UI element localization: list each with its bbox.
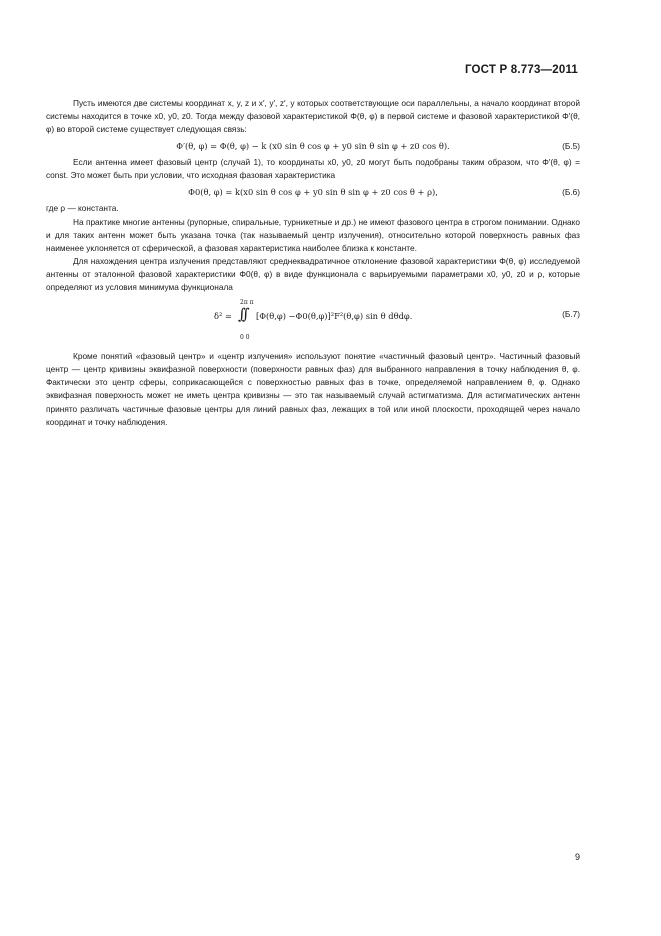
equation-b5-number: (Б.5) bbox=[562, 141, 580, 152]
equation-b6-expression: Φ0(θ, φ) = k(x0 sin θ cos φ + y0 sin θ sin φ + z0 cos θ + ρ), bbox=[188, 187, 438, 198]
paragraph-coordinate-systems: Пусть имеются две системы координат x, y, z и x′, y′, z′, у которых соответствующие оси параллельны, а начало координат второй системы находится в точке x0, y0, z0. Тогда между фазовой характеристикой Φ(θ, φ) в первой системе и фазовой характеристикой Φ′(θ, φ) во второй системе существует следующая связь: bbox=[46, 98, 580, 135]
paragraph-partial-phase-center: Кроме понятий «фазовый центр» и «центр излучения» используют понятие «частичный фазовый центр». Частичный фазовый центр — центр кривизны эквифазной поверхности (поверхности равных фаз) для выбранного направления в точку наблюдения θ, φ. Фактически это центр сферы, соприкасающейся с поверхностью равных фаз в точке, определяемой направлением θ, φ. Однако эквифазная поверхность может не иметь центра кривизны — это так называемый случай астигматизма. Для астигматических антенн принято различать частичные фазовые центры для линий равных фаз, лежащих в той или иной плоскости, проходящей через начало координат и точку наблюдения. bbox=[46, 351, 580, 427]
equation-b7-lhs: δ² = bbox=[214, 311, 232, 322]
document-body bbox=[46, 97, 580, 429]
document-standard-header: ГОСТ Р 8.773—2011 bbox=[464, 64, 578, 76]
page-number: 9 bbox=[574, 852, 580, 862]
equation-b5 bbox=[46, 136, 580, 156]
equation-b6 bbox=[46, 182, 580, 202]
equation-b6-number: (Б.6) bbox=[562, 187, 580, 198]
integral-sign-icon: ∫∫ bbox=[238, 305, 246, 324]
equation-b7-rhs: [Φ(θ,φ) −Φ0(θ,φ)]²F²(θ,φ) sin θ dθdφ. bbox=[256, 311, 413, 322]
equation-b7-lower-limits: 0 0 bbox=[240, 334, 250, 342]
equation-b7 bbox=[46, 296, 580, 342]
paragraph-rho-constant: где ρ — константа. bbox=[46, 203, 119, 214]
equation-b7-upper-limits: 2π π bbox=[240, 299, 254, 307]
paragraph-radiation-center: На практике многие антенны (рупорные, спиральные, турникетные и др.) не имеют фазового центра в строгом понимании. Однако и для таких антенн может быть указана точка (так называемый центр излучения), относительно которой поверхность равных фаз наименее уклоняется от сферической, а фазовая характеристика наиболее близка к константе. bbox=[46, 216, 580, 253]
equation-b7-number: (Б.7) bbox=[562, 309, 580, 320]
paragraph-phase-center: Если антенна имеет фазовый центр (случай 1), то координаты x0, y0, z0 могут быть подобраны таким образом, что Φ′(θ, φ) = const. Это может быть при условии, что исходная фазовая характеристика bbox=[46, 157, 580, 181]
equation-b7-expression bbox=[214, 296, 474, 342]
paragraph-functional: Для нахождения центра излучения представляют среднеквадратичное отклонение фазовой характеристики Φ(θ, φ) исследуемой антенны от эталонной фазовой характеристики Φ0(θ, φ) в виде функционала с варьируемыми параметрами x0, y0, z0 и ρ, которые определяют из условия минимума функционала bbox=[46, 255, 580, 293]
equation-b5-expression: Φ′(θ, φ) = Φ(θ, φ) − k (x0 sin θ cos φ + y0 sin θ sin φ + z0 cos θ). bbox=[176, 141, 450, 152]
